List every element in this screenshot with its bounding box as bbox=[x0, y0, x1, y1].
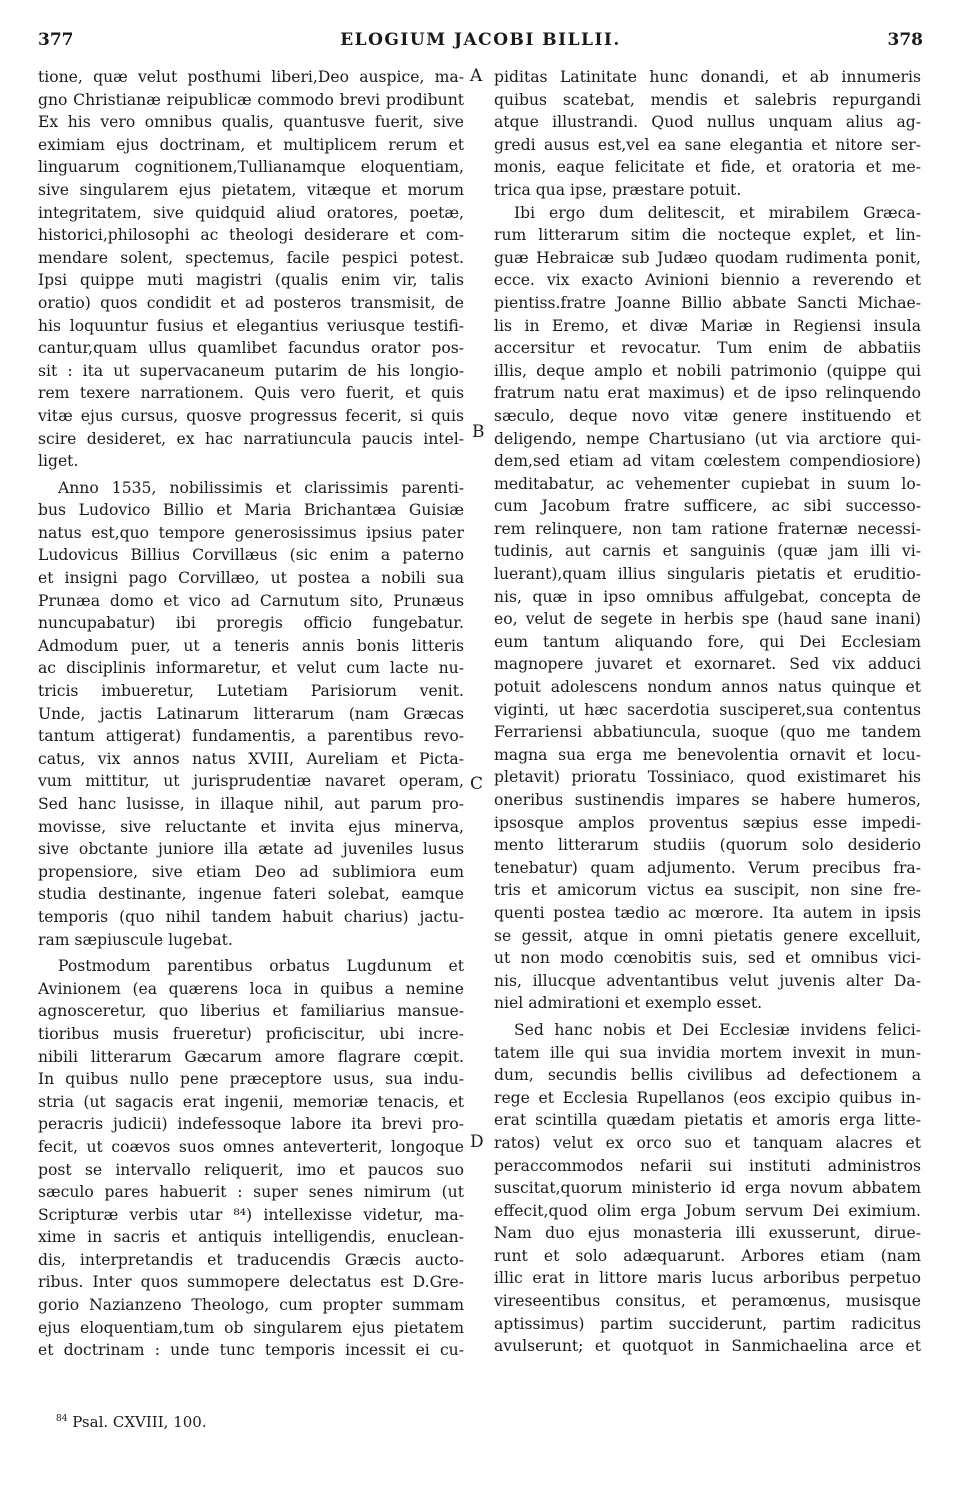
text-line: rem relinquere, non tam ratione fraternæ necessi- bbox=[494, 519, 921, 538]
text-line: In quibus nullo pene præceptore usus, sua indu- bbox=[38, 1070, 464, 1089]
text-line: liget. bbox=[38, 452, 79, 471]
text-line: Postmodum parentibus orbatus Lugdunum et bbox=[58, 957, 464, 976]
margin-marker-a: A bbox=[470, 66, 483, 86]
text-line: xime in sacris et antiquis intelligendis, enuclean- bbox=[38, 1228, 464, 1247]
text-line: movisse, sive reluctante et invita ejus minerva, bbox=[38, 817, 464, 836]
text-line: erat scintilla quædam pietatis et amoris erga litte- bbox=[494, 1111, 921, 1130]
text-line: aptissimus) partim succiderunt, partim radicitus bbox=[494, 1314, 921, 1333]
text-line: luerant),quam illius singularis pietatis et eruditio- bbox=[494, 565, 921, 584]
text-line: rege et Ecclesia Rupellanos (eos excipio quibus in- bbox=[494, 1088, 921, 1107]
text-line: dum, secundis bellis civilibus ad defectionem a bbox=[494, 1066, 921, 1085]
text-line: tioribus musis frueretur) proficiscitur, ubi incre- bbox=[38, 1024, 464, 1043]
text-line: potuit adolescens nondum annos natus quinque et bbox=[494, 678, 921, 697]
text-line: natus est,quo tempore generosissimus ipsius pater bbox=[38, 523, 464, 542]
text-line: oneribus sustinendis impares se habere humeros, bbox=[494, 791, 921, 809]
text-line: rem texere narrationem. Quis vero fuerit, et quis bbox=[38, 384, 464, 403]
text-line: guæ Hebraicæ sub Judæo quodam rudimenta ponit, bbox=[494, 248, 921, 267]
text-line: illic erat in littore maris lucus arboribus perpetuo bbox=[494, 1269, 921, 1288]
text-line: deligendo, nempe Chartusiano (ut via arctiore qui- bbox=[494, 429, 921, 448]
text-line: meditabatur, ac vehementer cupiebat in suum lo- bbox=[494, 474, 921, 493]
text-line: Ludovicus Billius Corvillæus (sic enim a paterno bbox=[38, 546, 464, 565]
text-line: nis, quæ in ipso omnibus affulgebat, concepta de bbox=[494, 587, 921, 606]
text-line: fratrum natu erat maximus) et de ipso relinquendo bbox=[494, 384, 921, 403]
text-line: linguarum cognitionem,Tullianamque eloquentiam, bbox=[38, 158, 464, 177]
text-line: temporis (quo nihil tandem habuit charius) jactu- bbox=[38, 907, 464, 926]
text-line: avulserunt; et quotquot in Sanmichaelina arce et bbox=[494, 1337, 921, 1356]
text-line: Avinionem (ea quærens loca in quibus a nemine bbox=[38, 979, 464, 998]
text-line: tantum attigerat) fundamentis, a parentibus revo- bbox=[38, 727, 464, 746]
text-line: catus, vix annos natus XVIII, Aureliam et Picta- bbox=[38, 749, 464, 768]
text-line: ut non modo cœnobitis suis, sed et omnibus vici- bbox=[494, 949, 921, 968]
text-line: post se intervallo reliquerit, imo et paucos suo bbox=[38, 1160, 464, 1179]
text-line: magnopere juvaret et exornaret. Sed vix adduci bbox=[494, 655, 921, 674]
text-line: integritatem, sive quidquid aliud oratores, poetæ, bbox=[38, 203, 464, 222]
text-line: runt et solo adæquarunt. Arbores etiam (nam bbox=[494, 1246, 921, 1265]
text-line: fecit, ut coævos suos omnes anteverterit, longoque bbox=[38, 1137, 464, 1156]
text-line: nis, illucque adventantibus velut juvenis alter Da- bbox=[494, 971, 921, 990]
right-column bbox=[494, 66, 921, 1358]
text-line: tris et amicorum victus ea suscipit, non sine fre- bbox=[494, 881, 921, 900]
text-line: mendare solent, spectemus, facile pespici potest. bbox=[38, 248, 464, 267]
text-line: vitæ ejus cursus, quosve progressus fecerit, si quis bbox=[38, 406, 464, 425]
text-line: nuncupabatur) ibi proregis officio fungebatur. bbox=[38, 614, 464, 633]
margin-marker-c: C bbox=[470, 774, 484, 794]
text-line: magna sua erga me benevolentia ornavit et locu- bbox=[494, 745, 921, 764]
text-line: sive singularem ejus pietatem, vitæque et morum bbox=[38, 180, 464, 199]
text-line: gno Christianæ reipublicæ commodo brevi prodibunt bbox=[38, 90, 464, 109]
text-line: ribus. Inter quos summopere delectatus est D.Gre- bbox=[38, 1273, 464, 1292]
text-line: tudinis, aut carnis et sanguinis (quæ jam illi vi- bbox=[494, 542, 921, 561]
text-line: illis, deque amplo et nobili patrimonio (quippe qui bbox=[494, 361, 921, 380]
text-line: sæculo, deque novo vitæ genere instituendo et bbox=[494, 406, 921, 425]
text-line: tione, quæ velut posthumi liberi,Deo auspice, ma- bbox=[38, 68, 464, 86]
text-line: ecce. vix exacto Avinioni biennio a reverendo et bbox=[494, 271, 921, 290]
text-line: tricis imbueretur, Lutetiam Parisiorum venit. bbox=[38, 682, 464, 701]
text-line: et doctrinam : unde tunc temporis incessit ei cu- bbox=[38, 1341, 464, 1360]
text-line: nibili litterarum Gæcarum amore flagrare cœpit. bbox=[38, 1047, 464, 1066]
text-line: agnosceretur, quo liberius et familiarius mansue- bbox=[38, 1002, 464, 1021]
text-line: gredi ausus est,vel ea sane elegantia et nitore ser- bbox=[494, 135, 921, 154]
text-line: trica qua ipse, præstare potuit. bbox=[494, 180, 742, 199]
text-line: Sed hanc lusisse, in illaque nihil, aut parum pro- bbox=[38, 795, 464, 813]
text-line: ram sæpiuscule lugebat. bbox=[38, 930, 233, 949]
text-line: pletavit) prioratu Tossiniaco, quod existimaret his bbox=[494, 768, 921, 787]
text-line: Admodum puer, ut a teneris annis bonis litteris bbox=[38, 636, 464, 655]
margin-marker-d: D bbox=[470, 1132, 484, 1152]
text-line: Prunæa domo et vico ad Carnutum sito, Prunæus bbox=[38, 591, 464, 610]
text-line: quenti postea tædio ac mœrore. Ita autem in ipsis bbox=[494, 903, 921, 922]
footnote-number: 84 bbox=[56, 1414, 68, 1424]
text-line: mento litterarum studiis (quorum solo desiderio bbox=[494, 836, 921, 855]
text-line: et insigni pago Corvillæo, ut postea a nobili sua bbox=[38, 569, 464, 588]
text-line: piditas Latinitate hunc donandi, et ab innumeris bbox=[494, 68, 921, 86]
text-line: bus Ludovico Billio et Maria Brichantæa Guisiæ bbox=[38, 501, 464, 520]
text-line: lis in Eremo, et divæ Mariæ in Regiensi insula bbox=[494, 316, 921, 335]
text-line: dem,sed etiam ad vitam cœlestem compendiosiore) bbox=[494, 452, 921, 471]
running-title: ELOGIUM JACOBI BILLII. bbox=[340, 30, 621, 50]
text-line: vum mittitur, ut jurisprudentiæ navaret operam, bbox=[38, 772, 464, 791]
text-line: ejus eloquentiam,tum ob singularem ejus pietatem bbox=[38, 1318, 464, 1337]
text-line: viginti, ut hæc sacerdotia susciperet,sua contentus bbox=[494, 700, 921, 719]
text-line: gorio Nazianzeno Theologo, cum propter summam bbox=[38, 1296, 464, 1315]
text-line: tenebatur) quam adjumento. Verum precibus fra- bbox=[494, 858, 921, 877]
page-number-right: 378 bbox=[887, 30, 923, 50]
margin-marker-b: B bbox=[472, 422, 485, 442]
text-line: accersitur et revocatur. Tum enim de abbatiis bbox=[494, 339, 921, 358]
footnote-text: Psal. CXVIII, 100. bbox=[72, 1413, 207, 1431]
text-line: sit : ita ut supervacaneum putarim de his longio- bbox=[38, 361, 464, 380]
text-line: propensiore, sive etiam Deo ad sublimiora eum bbox=[38, 862, 464, 881]
text-line: Nam duo ejus monasteria illi exusserunt, dirue- bbox=[494, 1224, 921, 1243]
text-line: eximiam ejus doctrinam, et multiplicem rerum et bbox=[38, 135, 464, 154]
text-line: ipsosque amplos proventus sæpius esse impedi- bbox=[494, 813, 921, 832]
text-line: Ex his vero omnibus qualis, quantusve fuerit, sive bbox=[38, 113, 464, 132]
text-line: effecit,quod olim erga Jobum servum Dei eximium. bbox=[494, 1201, 921, 1220]
text-line: Unde, jactis Latinarum litterarum (nam Græcas bbox=[38, 704, 464, 723]
text-line: peraccommodos nefarii sui instituti administros bbox=[494, 1156, 921, 1175]
text-line: sive obctante juniore illa ætate ad juveniles lusus bbox=[38, 840, 464, 859]
text-line: oratio) quos condidit et ad posteros transmisit, de bbox=[38, 293, 464, 312]
text-line: dis, interpretandis et traducendis Græcis aucto- bbox=[38, 1250, 464, 1269]
text-line: monis, eaque felicitate et fide, et oratoria et me- bbox=[494, 158, 921, 177]
page-number-left: 377 bbox=[38, 30, 74, 50]
text-line: cantur,quam ullus quamlibet facundus orator pos- bbox=[38, 339, 464, 358]
text-line: stria (ut sagacis erat ingenii, memoriæ tenacis, et bbox=[38, 1092, 464, 1111]
text-line: his loquuntur fusius et elegantius veriusque testifi- bbox=[38, 316, 464, 335]
text-line: vireseentibus consitus, et peramœnus, musisque bbox=[494, 1292, 921, 1311]
text-line: Ibi ergo dum delitescit, et mirabilem Græca- bbox=[514, 203, 921, 222]
text-line: sæculo pares habuerit : super senes nimirum (ut bbox=[38, 1183, 464, 1202]
text-line: eo, velut de segete in herbis spe (haud sane inani) bbox=[494, 610, 921, 629]
text-line: quibus scatebat, mendis et salebris repurgandi bbox=[494, 90, 921, 109]
text-line: ac disciplinis informaretur, et velut cum lacte nu- bbox=[38, 659, 464, 678]
text-line: atque illustrandi. Quod nullus unquam alius ag- bbox=[494, 113, 921, 132]
text-line: pientiss.fratre Joanne Billio abbate Sancti Michae- bbox=[494, 293, 921, 312]
text-line: historici,philosophi ac theologi desiderare et com- bbox=[38, 226, 464, 245]
text-line: suscitat,quorum ministerio id erga novum abbatem bbox=[494, 1179, 921, 1198]
footnote bbox=[56, 1413, 207, 1431]
text-line: ratos) velut ex orco suo et tanquam alacres et bbox=[494, 1133, 921, 1152]
text-line: peracris judicii) indefessoque labore ita brevi pro- bbox=[38, 1115, 464, 1134]
text-line: tatem ille qui sua invidia mortem invexit in mun- bbox=[494, 1043, 921, 1062]
text-line: cum Jacobum fratre sufficere, ac sibi successo- bbox=[494, 497, 921, 516]
text-line: studia destinante, ingenue fateri solebat, eamque bbox=[38, 885, 464, 904]
text-line: se gessit, atque in omni pietatis genere excelluit, bbox=[494, 926, 921, 945]
running-header bbox=[38, 30, 923, 60]
text-line: niel admirationi et exemplo esset. bbox=[494, 994, 763, 1013]
text-line: Anno 1535, nobilissimis et clarissimis parenti- bbox=[58, 478, 464, 497]
text-line: Ipsi quippe muti magistri (qualis enim vir, talis bbox=[38, 271, 464, 290]
text-line: eum tantum aliquando fore, qui Dei Ecclesiam bbox=[494, 632, 921, 651]
text-line: Sed hanc nobis et Dei Ecclesiæ invidens felici- bbox=[514, 1020, 921, 1039]
text-line: scire desideret, ex hac narratiuncula paucis intel- bbox=[38, 429, 464, 448]
left-column bbox=[38, 66, 464, 1362]
text-line: Scripturæ verbis utar ⁸⁴) intellexisse videtur, ma- bbox=[38, 1205, 464, 1224]
text-line: Ferrariensi abbatiuncula, suoque (quo me tandem bbox=[494, 723, 921, 742]
text-line: rum litterarum sitim die nocteque explet, et lin- bbox=[494, 226, 921, 245]
